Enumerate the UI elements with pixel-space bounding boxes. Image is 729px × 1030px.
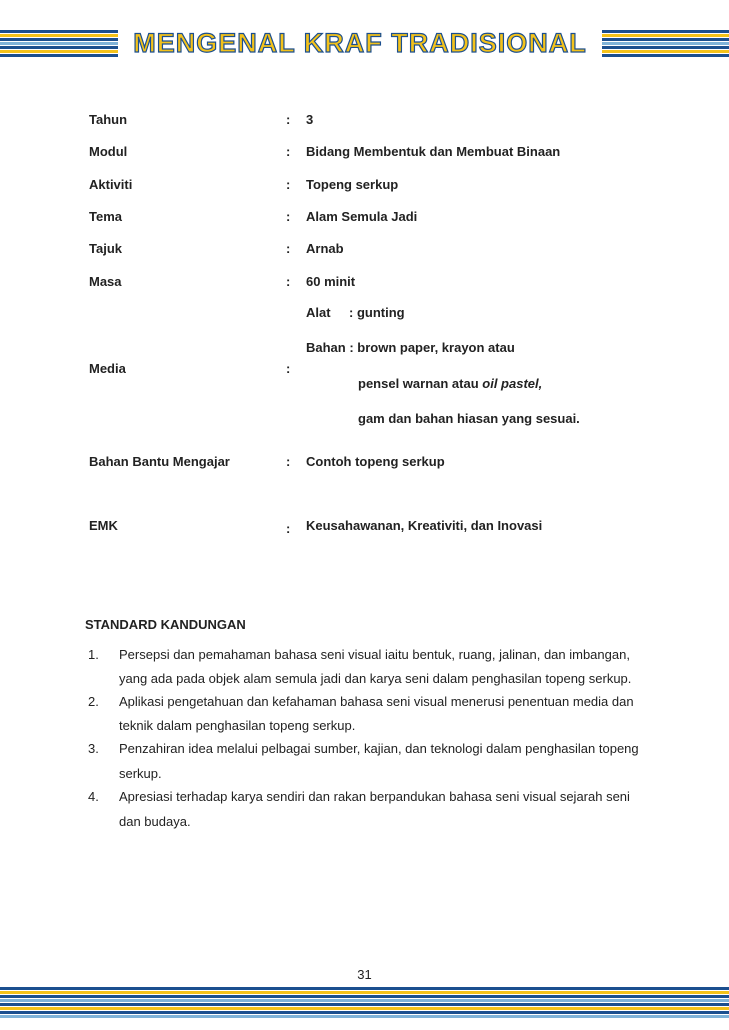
tahun-colon: : <box>286 112 291 127</box>
emk-value: Keusahawanan, Kreativiti, dan Inovasi <box>306 518 543 533</box>
tema-label: Tema <box>89 209 122 224</box>
media-bahan-line2-italic: oil pastel, <box>482 376 543 391</box>
media-bahan-line2 <box>358 376 542 391</box>
tahun-label: Tahun <box>89 112 128 127</box>
standard-item-3-num: 3. <box>88 741 99 756</box>
media-bahan-line2-text: pensel warnan atau <box>358 376 483 391</box>
aktiviti-colon: : <box>286 177 291 192</box>
media-alat-label: Alat <box>306 305 331 320</box>
bbm-colon: : <box>286 454 291 469</box>
bbm-label: Bahan Bantu Mengajar <box>89 454 230 469</box>
standard-item-3-line1: Penzahiran idea melalui pelbagai sumber, kajian, dan teknologi dalam penghasilan topeng <box>119 741 639 756</box>
media-colon: : <box>286 361 291 376</box>
title-plate <box>118 26 602 60</box>
modul-label: Modul <box>89 144 128 159</box>
media-bahan-line1: Bahan : brown paper, krayon atau <box>306 340 515 355</box>
standard-item-4-line1: Apresiasi terhadap karya sendiri dan rakan berpandukan bahasa seni visual sejarah seni <box>119 789 630 804</box>
masa-colon: : <box>286 274 291 289</box>
standard-item-2-num: 2. <box>88 694 99 709</box>
tema-colon: : <box>286 209 291 224</box>
modul-colon: : <box>286 144 291 159</box>
standard-item-1-line1: Persepsi dan pemahaman bahasa seni visual iaitu bentuk, ruang, jalinan, dan imbangan, <box>119 647 630 662</box>
modul-value: Bidang Membentuk dan Membuat Binaan <box>306 144 561 159</box>
masa-value: 60 minit <box>306 274 356 289</box>
standard-item-4-num: 4. <box>88 789 99 804</box>
footer-stripes <box>0 987 729 1023</box>
tema-value: Alam Semula Jadi <box>306 209 418 224</box>
page-number: 31 <box>357 967 372 982</box>
standard-item-3-line2: serkup. <box>119 766 162 781</box>
standard-item-1-line2: yang ada pada objek alam semula jadi dan karya seni dalam penghasilan topeng serkup. <box>119 671 632 686</box>
tajuk-value: Arnab <box>306 241 344 256</box>
masa-label: Masa <box>89 274 122 289</box>
tajuk-colon: : <box>286 241 291 256</box>
emk-colon: : <box>286 521 291 536</box>
standard-item-4-line2: dan budaya. <box>119 814 191 829</box>
aktiviti-label: Aktiviti <box>89 177 133 192</box>
standard-item-2-line2: teknik dalam penghasilan topeng serkup. <box>119 718 356 733</box>
standard-item-2-line1: Aplikasi pengetahuan dan kefahaman bahasa seni visual menerusi penentuan media dan <box>119 694 634 709</box>
bbm-value: Contoh topeng serkup <box>306 454 445 469</box>
tahun-value: 3 <box>306 112 314 127</box>
standard-item-1-num: 1. <box>88 647 99 662</box>
media-label: Media <box>89 361 126 376</box>
media-alat-value: : gunting <box>349 305 405 320</box>
standard-heading: STANDARD KANDUNGAN <box>85 617 246 632</box>
page-title: MENGENAL KRAF TRADISIONAL <box>133 28 587 58</box>
tajuk-label: Tajuk <box>89 241 122 256</box>
emk-label: EMK <box>89 518 118 533</box>
media-bahan-line3: gam dan bahan hiasan yang sesuai. <box>358 411 580 426</box>
aktiviti-value: Topeng serkup <box>306 177 399 192</box>
